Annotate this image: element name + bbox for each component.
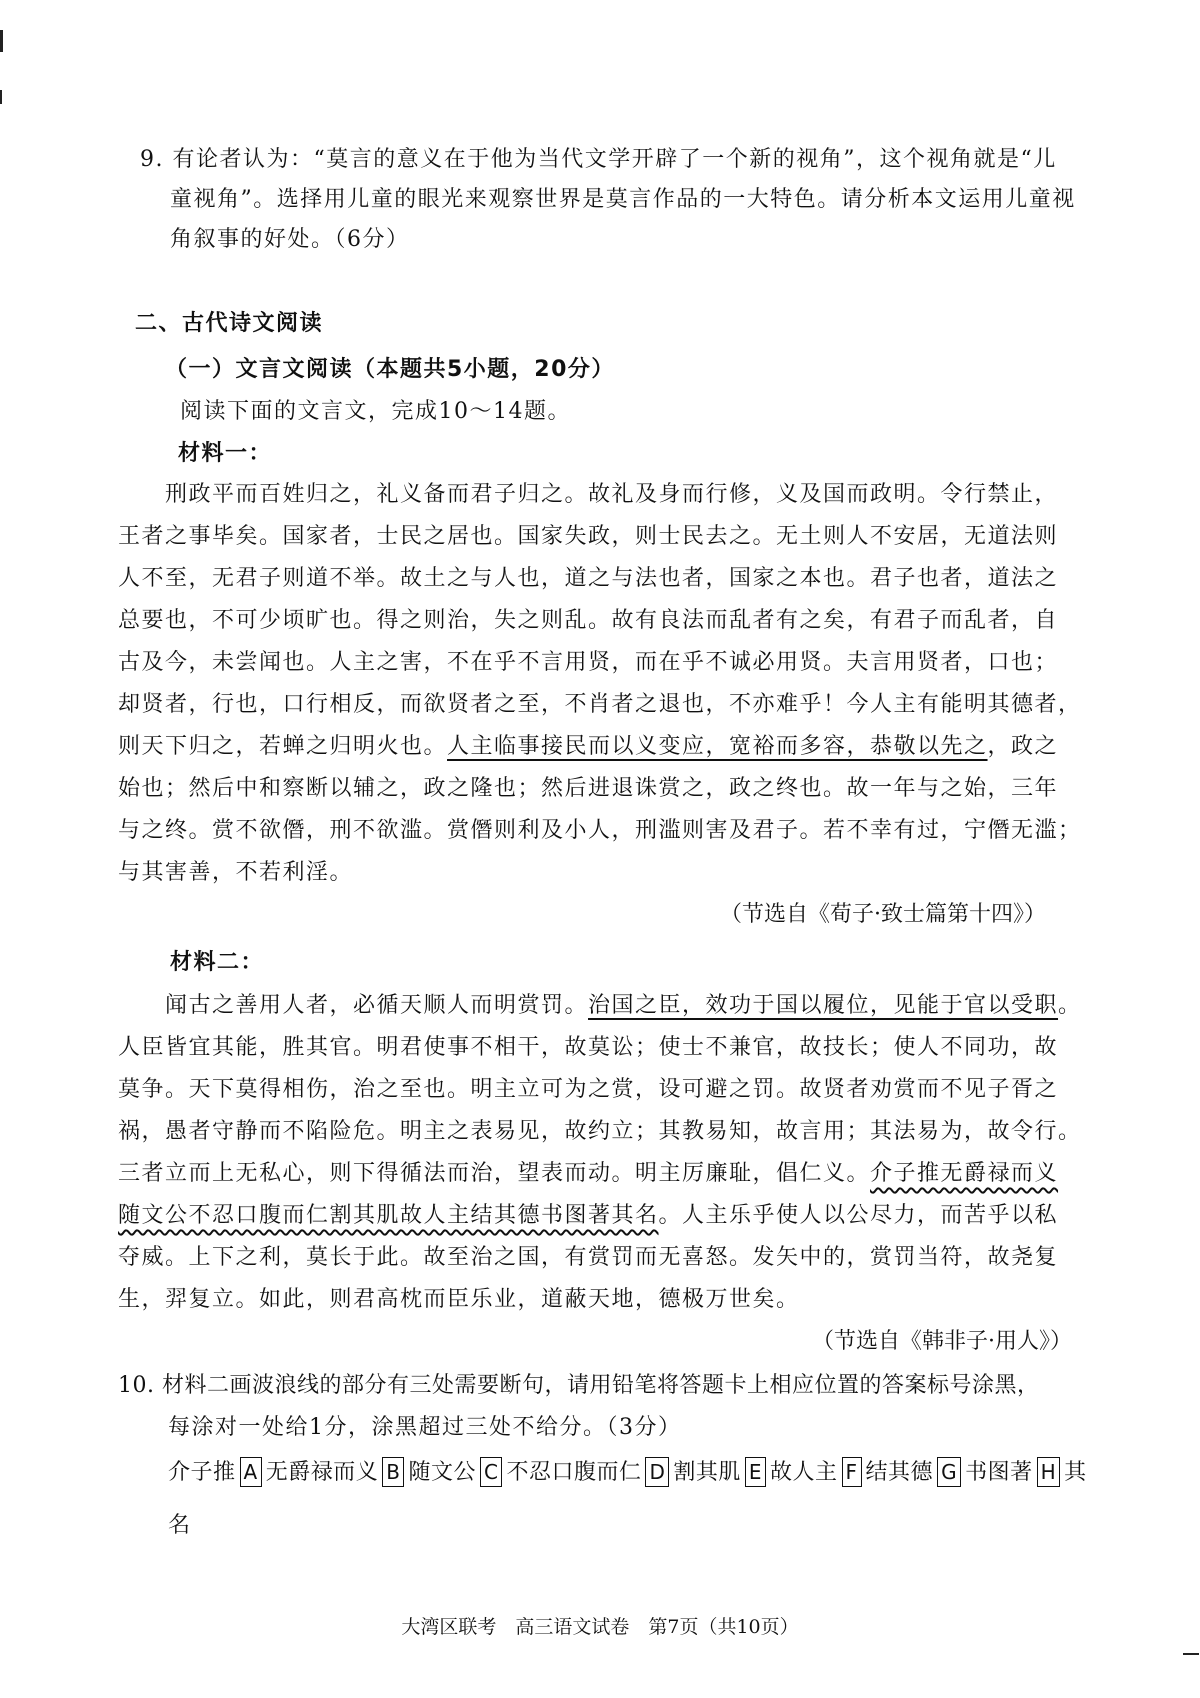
segment-text: 介子推 [168,1460,236,1485]
break-options-line [168,1455,1087,1487]
scan-edge-mark [0,90,2,104]
q9-line: 童视角”。选择用儿童的眼光来观察世界是莫言作品的一大特色。请分析本文运用儿童视 [170,187,1076,212]
passage-line: 总要也，不可少顷旷也。得之则治，失之则乱。故有良法而乱者有之矣，有君子而乱者，自 [118,608,1059,633]
wavy-underlined-text: 随文公不忍口腹而仁割其肌故人主结其德书图著其名 [118,1203,659,1228]
underlined-sentence: 人主临事接民而以义变应，宽裕而多容，恭敬以先之 [447,734,988,759]
source-citation: （节选自《韩非子·用人》） [812,1329,1072,1354]
passage-text: 。人主乐乎使人以公尽力，而苦乎以私 [658,1203,1059,1228]
passage-line: 夺威。上下之利，莫长于此。故至治之国，有赏罚而无喜怒。发矢中的，赏罚当符，故尧复 [118,1245,1059,1270]
segment-text: 割其肌 [673,1460,741,1485]
passage-line: 莫争。天下莫得相伤，治之至也。明主立可为之赏，设可避之罚。故贤者劝赏而不见子胥之 [118,1077,1059,1102]
wavy-underlined-text: 介子推无爵禄而义 [870,1161,1059,1186]
segment-text: 故人主 [770,1460,838,1485]
option-box-e[interactable]: E [745,1457,766,1487]
passage-line [118,1156,1058,1187]
material-title: 材料二： [170,950,265,975]
segment-text: 无爵禄而义 [265,1460,379,1485]
instruction: 阅读下面的文言文，完成10～14题。 [180,399,571,424]
segment-text: 不忍口腹而仁 [506,1460,642,1485]
q10-line-end: 名 [168,1513,192,1538]
scan-edge-mark [1183,1653,1199,1655]
passage-line: 人臣皆宜其能，胜其官。明君使事不相干，故莫讼；使士不兼官，故技长；使人不同功，故 [118,1035,1059,1060]
passage-text: 则天下归之，若蝉之归明火也。 [118,734,448,759]
option-box-a[interactable]: A [240,1457,262,1487]
passage-line: 人不至，无君子则道不举。故土之与人也，道之与法也者，国家之本也。君子也者，道法之 [118,566,1059,591]
segment-text: 随文公 [408,1460,476,1485]
option-box-f[interactable]: F [842,1457,862,1487]
option-box-c[interactable]: C [480,1457,502,1487]
scan-edge-mark [0,30,3,52]
passage-line: 王者之事毕矣。国家者，士民之居也。国家失政，则士民去之。无土则人不安居，无道法则 [118,524,1059,549]
material-title: 材料一： [178,441,273,466]
passage-line: 古及今，未尝闻也。人主之害，不在乎不言用贤，而在乎不诚必用贤。夫言用贤者，口也； [118,650,1059,675]
segment-text: 书图著 [965,1460,1033,1485]
segment-text: 结其德 [865,1460,934,1485]
passage-text: 。 [1058,993,1082,1018]
passage-line: 与之终。赏不欲僭，刑不欲滥。赏僭则利及小人，刑滥则害及君子。若不幸有过，宁僭无滥； [118,818,1082,843]
passage-line: 却贤者，行也，口行相反，而欲贤者之至，不肖者之退也，不亦难乎！今人主有能明其德者， [118,692,1082,717]
passage-text: ，政之 [987,734,1059,759]
option-box-h[interactable]: H [1037,1457,1061,1487]
passage-line: 刑政平而百姓归之，礼义备而君子归之。故礼及身而行修，义及国而政明。令行禁止， [165,482,1059,507]
q10-line: 每涂对一处给1分，涂黑超过三处不给分。（3分） [168,1415,682,1440]
passage-line [118,729,1058,760]
source-citation: （节选自《荀子·致士篇第十四》） [720,902,1046,927]
passage-line: 生，羿复立。如此，则君高枕而臣乐业，道蔽天地，德极万世矣。 [118,1287,800,1312]
page-footer: 大湾区联考 高三语文试卷 第7页（共10页） [401,1616,799,1638]
q9-line: 9. 有论者认为：“莫言的意义在于他为当代文学开辟了一个新的视角”，这个视角就是“儿 [140,147,1057,172]
section-heading: 二、古代诗文阅读 [135,311,324,336]
segment-text: 其 [1064,1460,1087,1485]
underlined-sentence: 治国之臣，效功于国以履位，见能于官以受职 [588,993,1059,1018]
passage-line [118,1198,1058,1229]
option-box-b[interactable]: B [382,1457,404,1487]
option-box-g[interactable]: G [937,1457,961,1487]
passage-line: 始也；然后中和察断以辅之，政之隆也；然后进退诛赏之，政之终也。故一年与之始，三年 [118,776,1059,801]
passage-line [165,988,1082,1019]
passage-text: 闻古之善用人者，必循天顺人而明赏罚。 [165,993,589,1018]
q9-line: 角叙事的好处。（6分） [170,227,410,252]
passage-line: 与其害善，不若利淫。 [118,860,354,885]
passage-line: 祸，愚者守静而不陷险危。明主之表易见，故约立；其教易知，故言用；其法易为，故令行。 [118,1119,1082,1144]
subsection-heading: （一）文言文阅读（本题共5小题，20分） [165,357,615,382]
passage-text: 三者立而上无私心，则下得循法而治，望表而动。明主厉廉耻，倡仁义。 [118,1161,871,1186]
q10-line: 10. 材料二画波浪线的部分有三处需要断句，请用铅笔将答题卡上相应位置的答案标号涂黑， [118,1373,1040,1398]
option-box-d[interactable]: D [645,1457,669,1487]
